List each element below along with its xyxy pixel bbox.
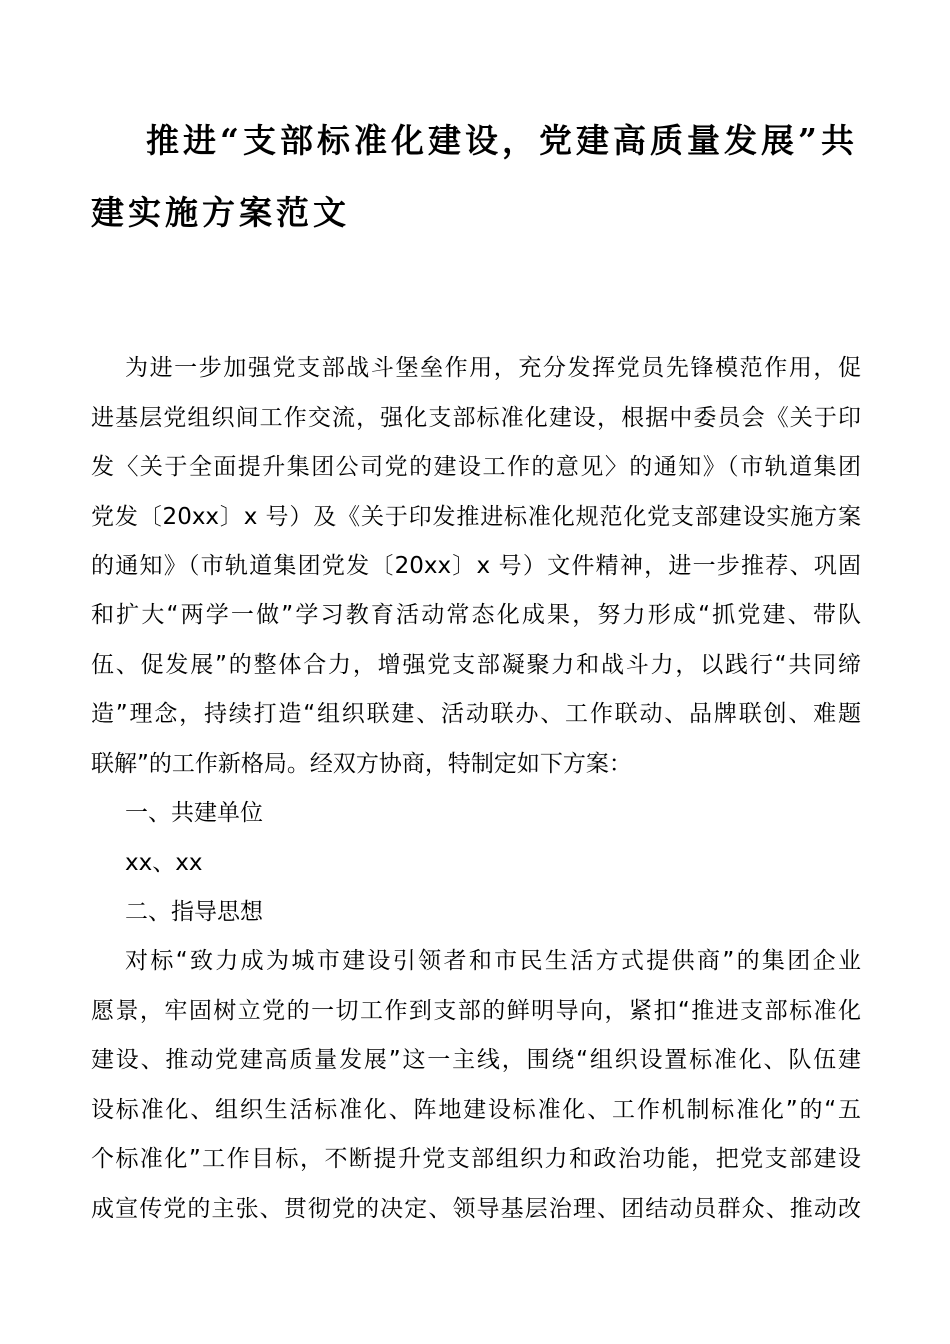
body-line-13: 对标“致力成为城市建设引领者和市民生活方式提供商”的集团企业 [125, 948, 861, 974]
body-line-7: 伍、促发展”的整体合力，增强党支部凝聚力和战斗力，以践行“共同缔 [91, 652, 861, 678]
body-line-4: 党发〔20xx〕x 号）及《关于印发推进标准化规范化党支部建设实施方案 [91, 504, 861, 530]
body-line-18: 成宣传党的主张、贯彻党的决定、领导基层治理、团结动员群众、推动改 [91, 1196, 861, 1222]
section-content-1: xx、xx [125, 850, 203, 876]
body-line-9: 联解”的工作新格局。经双方协商，特制定如下方案： [91, 751, 632, 777]
body-line-3: 发〈关于全面提升集团公司党的建设工作的意见〉的通知》（市轨道集团 [91, 454, 861, 480]
body-line-16: 设标准化、组织生活标准化、阵地建设标准化、工作机制标准化”的“五 [91, 1097, 861, 1123]
body-line-2: 进基层党组织间工作交流，强化支部标准化建设，根据中委员会《关于印 [91, 405, 861, 431]
section-heading-2: 二、指导思想 [125, 899, 263, 925]
body-line-1: 为进一步加强党支部战斗堡垒作用，充分发挥党员先锋模范作用，促 [125, 355, 861, 381]
body-line-5: 的通知》（市轨道集团党发〔20xx〕x 号）文件精神，进一步推荐、巩固 [91, 553, 861, 579]
body-line-6: 和扩大“两学一做”学习教育活动常态化成果，努力形成“抓党建、带队 [91, 602, 861, 628]
document-title-line-1: 推进“支部标准化建设，党建高质量发展”共 [146, 121, 858, 160]
body-line-17: 个标准化”工作目标，不断提升党支部组织力和政治功能，把党支部建设 [91, 1146, 861, 1172]
body-line-8: 造”理念，持续打造“组织联建、活动联办、工作联动、品牌联创、难题 [91, 701, 861, 727]
body-line-14: 愿景，牢固树立党的一切工作到支部的鲜明导向，紧扣“推进支部标准化 [91, 998, 861, 1024]
section-heading-1: 一、共建单位 [125, 800, 263, 826]
body-line-15: 建设、推动党建高质量发展”这一主线，围绕“组织设置标准化、队伍建 [91, 1047, 861, 1073]
document-title-line-2: 建实施方案范文 [91, 193, 350, 232]
